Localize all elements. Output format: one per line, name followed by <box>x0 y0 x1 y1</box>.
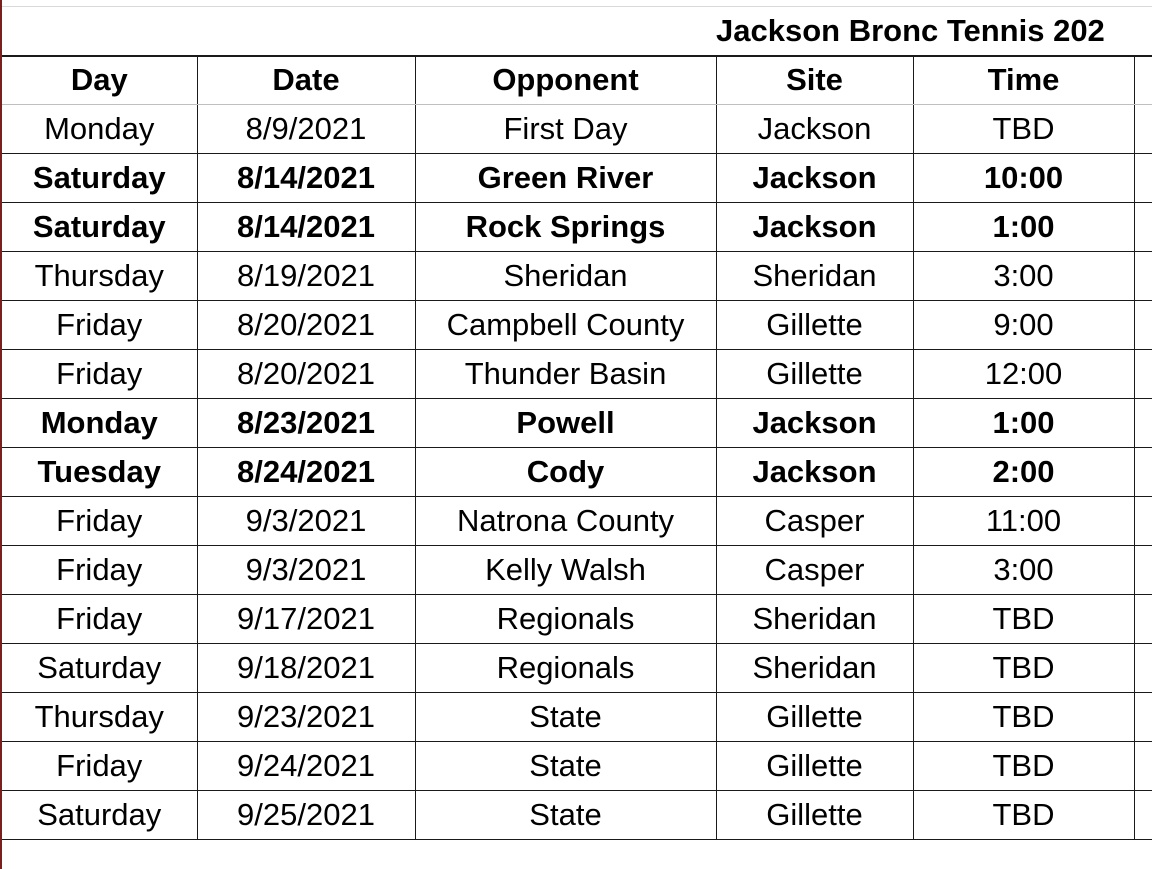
cell-opponent: Regionals <box>415 595 716 644</box>
cell-opponent: State <box>415 693 716 742</box>
cell-extra <box>1134 742 1152 791</box>
cell-time: 1:00 <box>913 399 1134 448</box>
cell-date: 9/17/2021 <box>197 595 415 644</box>
table-row <box>2 252 1152 301</box>
table-row <box>2 203 1152 252</box>
cell-opponent: Rock Springs <box>415 203 716 252</box>
cell-time: TBD <box>913 791 1134 840</box>
cell-time: 3:00 <box>913 252 1134 301</box>
cell-time: TBD <box>913 105 1134 154</box>
header-row <box>2 56 1152 105</box>
cell-time: TBD <box>913 595 1134 644</box>
cell-date: 9/25/2021 <box>197 791 415 840</box>
cell-opponent: Cody <box>415 448 716 497</box>
cell-day: Friday <box>2 350 197 399</box>
cell-extra <box>1134 203 1152 252</box>
cell-opponent: Powell <box>415 399 716 448</box>
cell-date: 9/3/2021 <box>197 497 415 546</box>
cell-date: 8/23/2021 <box>197 399 415 448</box>
cell-opponent: Regionals <box>415 644 716 693</box>
cell-opponent: State <box>415 742 716 791</box>
header-date: Date <box>197 56 415 105</box>
cell-time: TBD <box>913 644 1134 693</box>
header-extra-cell <box>1134 56 1152 105</box>
table-row <box>2 693 1152 742</box>
table-row <box>2 105 1152 154</box>
cell-time: 9:00 <box>913 301 1134 350</box>
cell-site: Jackson <box>716 203 913 252</box>
cell-site: Jackson <box>716 448 913 497</box>
table-row <box>2 497 1152 546</box>
cell-extra <box>1134 252 1152 301</box>
cell-extra <box>1134 644 1152 693</box>
table-row <box>2 546 1152 595</box>
cell-day: Thursday <box>2 693 197 742</box>
cell-opponent: State <box>415 791 716 840</box>
cell-time: 11:00 <box>913 497 1134 546</box>
cell-site: Jackson <box>716 399 913 448</box>
cell-date: 8/14/2021 <box>197 203 415 252</box>
cell-site: Sheridan <box>716 644 913 693</box>
cell-time: 1:00 <box>913 203 1134 252</box>
cell-day: Friday <box>2 742 197 791</box>
cell-day: Saturday <box>2 791 197 840</box>
cell-extra <box>1134 497 1152 546</box>
table-row <box>2 301 1152 350</box>
table-row <box>2 448 1152 497</box>
cell-date: 9/24/2021 <box>197 742 415 791</box>
cell-date: 8/14/2021 <box>197 154 415 203</box>
cell-site: Casper <box>716 546 913 595</box>
cell-day: Thursday <box>2 252 197 301</box>
cell-opponent: Kelly Walsh <box>415 546 716 595</box>
cell-site: Casper <box>716 497 913 546</box>
cell-opponent: Sheridan <box>415 252 716 301</box>
cell-day: Friday <box>2 497 197 546</box>
cell-extra <box>1134 791 1152 840</box>
table-row <box>2 399 1152 448</box>
cell-day: Friday <box>2 301 197 350</box>
cell-date: 9/23/2021 <box>197 693 415 742</box>
cell-extra <box>1134 301 1152 350</box>
cell-site: Jackson <box>716 105 913 154</box>
cell-site: Gillette <box>716 742 913 791</box>
cell-date: 8/9/2021 <box>197 105 415 154</box>
cell-site: Gillette <box>716 693 913 742</box>
table-row <box>2 154 1152 203</box>
cell-opponent: Green River <box>415 154 716 203</box>
cell-day: Saturday <box>2 644 197 693</box>
cell-date: 8/24/2021 <box>197 448 415 497</box>
cell-time: 2:00 <box>913 448 1134 497</box>
schedule-body <box>2 105 1152 840</box>
cell-date: 9/3/2021 <box>197 546 415 595</box>
cell-site: Sheridan <box>716 595 913 644</box>
header-site: Site <box>716 56 913 105</box>
cell-day: Monday <box>2 105 197 154</box>
schedule-table <box>2 56 1152 840</box>
cell-opponent: Thunder Basin <box>415 350 716 399</box>
cell-date: 8/19/2021 <box>197 252 415 301</box>
cell-opponent: Campbell County <box>415 301 716 350</box>
cell-extra <box>1134 546 1152 595</box>
cell-extra <box>1134 693 1152 742</box>
schedule-title: Jackson Bronc Tennis 202 <box>716 13 1105 48</box>
cell-day: Saturday <box>2 154 197 203</box>
cell-date: 8/20/2021 <box>197 350 415 399</box>
cell-extra <box>1134 350 1152 399</box>
header-time: Time <box>913 56 1134 105</box>
table-row <box>2 350 1152 399</box>
title-row <box>2 7 1152 57</box>
header-opponent: Opponent <box>415 56 716 105</box>
cell-extra <box>1134 105 1152 154</box>
cell-site: Gillette <box>716 301 913 350</box>
cell-site: Gillette <box>716 350 913 399</box>
cell-day: Friday <box>2 546 197 595</box>
cell-day: Tuesday <box>2 448 197 497</box>
table-row <box>2 595 1152 644</box>
cell-date: 9/18/2021 <box>197 644 415 693</box>
cell-date: 8/20/2021 <box>197 301 415 350</box>
cell-opponent: Natrona County <box>415 497 716 546</box>
cell-site: Sheridan <box>716 252 913 301</box>
cell-day: Saturday <box>2 203 197 252</box>
cell-extra <box>1134 595 1152 644</box>
cell-day: Friday <box>2 595 197 644</box>
cell-time: 10:00 <box>913 154 1134 203</box>
cell-opponent: First Day <box>415 105 716 154</box>
cell-site: Gillette <box>716 791 913 840</box>
cell-site: Jackson <box>716 154 913 203</box>
header-day: Day <box>2 56 197 105</box>
cell-day: Monday <box>2 399 197 448</box>
table-row <box>2 742 1152 791</box>
cell-time: TBD <box>913 693 1134 742</box>
cell-extra <box>1134 154 1152 203</box>
cell-time: 12:00 <box>913 350 1134 399</box>
cell-time: 3:00 <box>913 546 1134 595</box>
cell-time: TBD <box>913 742 1134 791</box>
cell-extra <box>1134 448 1152 497</box>
cell-extra <box>1134 399 1152 448</box>
table-row <box>2 644 1152 693</box>
table-row <box>2 791 1152 840</box>
sheet-top-row <box>2 0 1152 7</box>
